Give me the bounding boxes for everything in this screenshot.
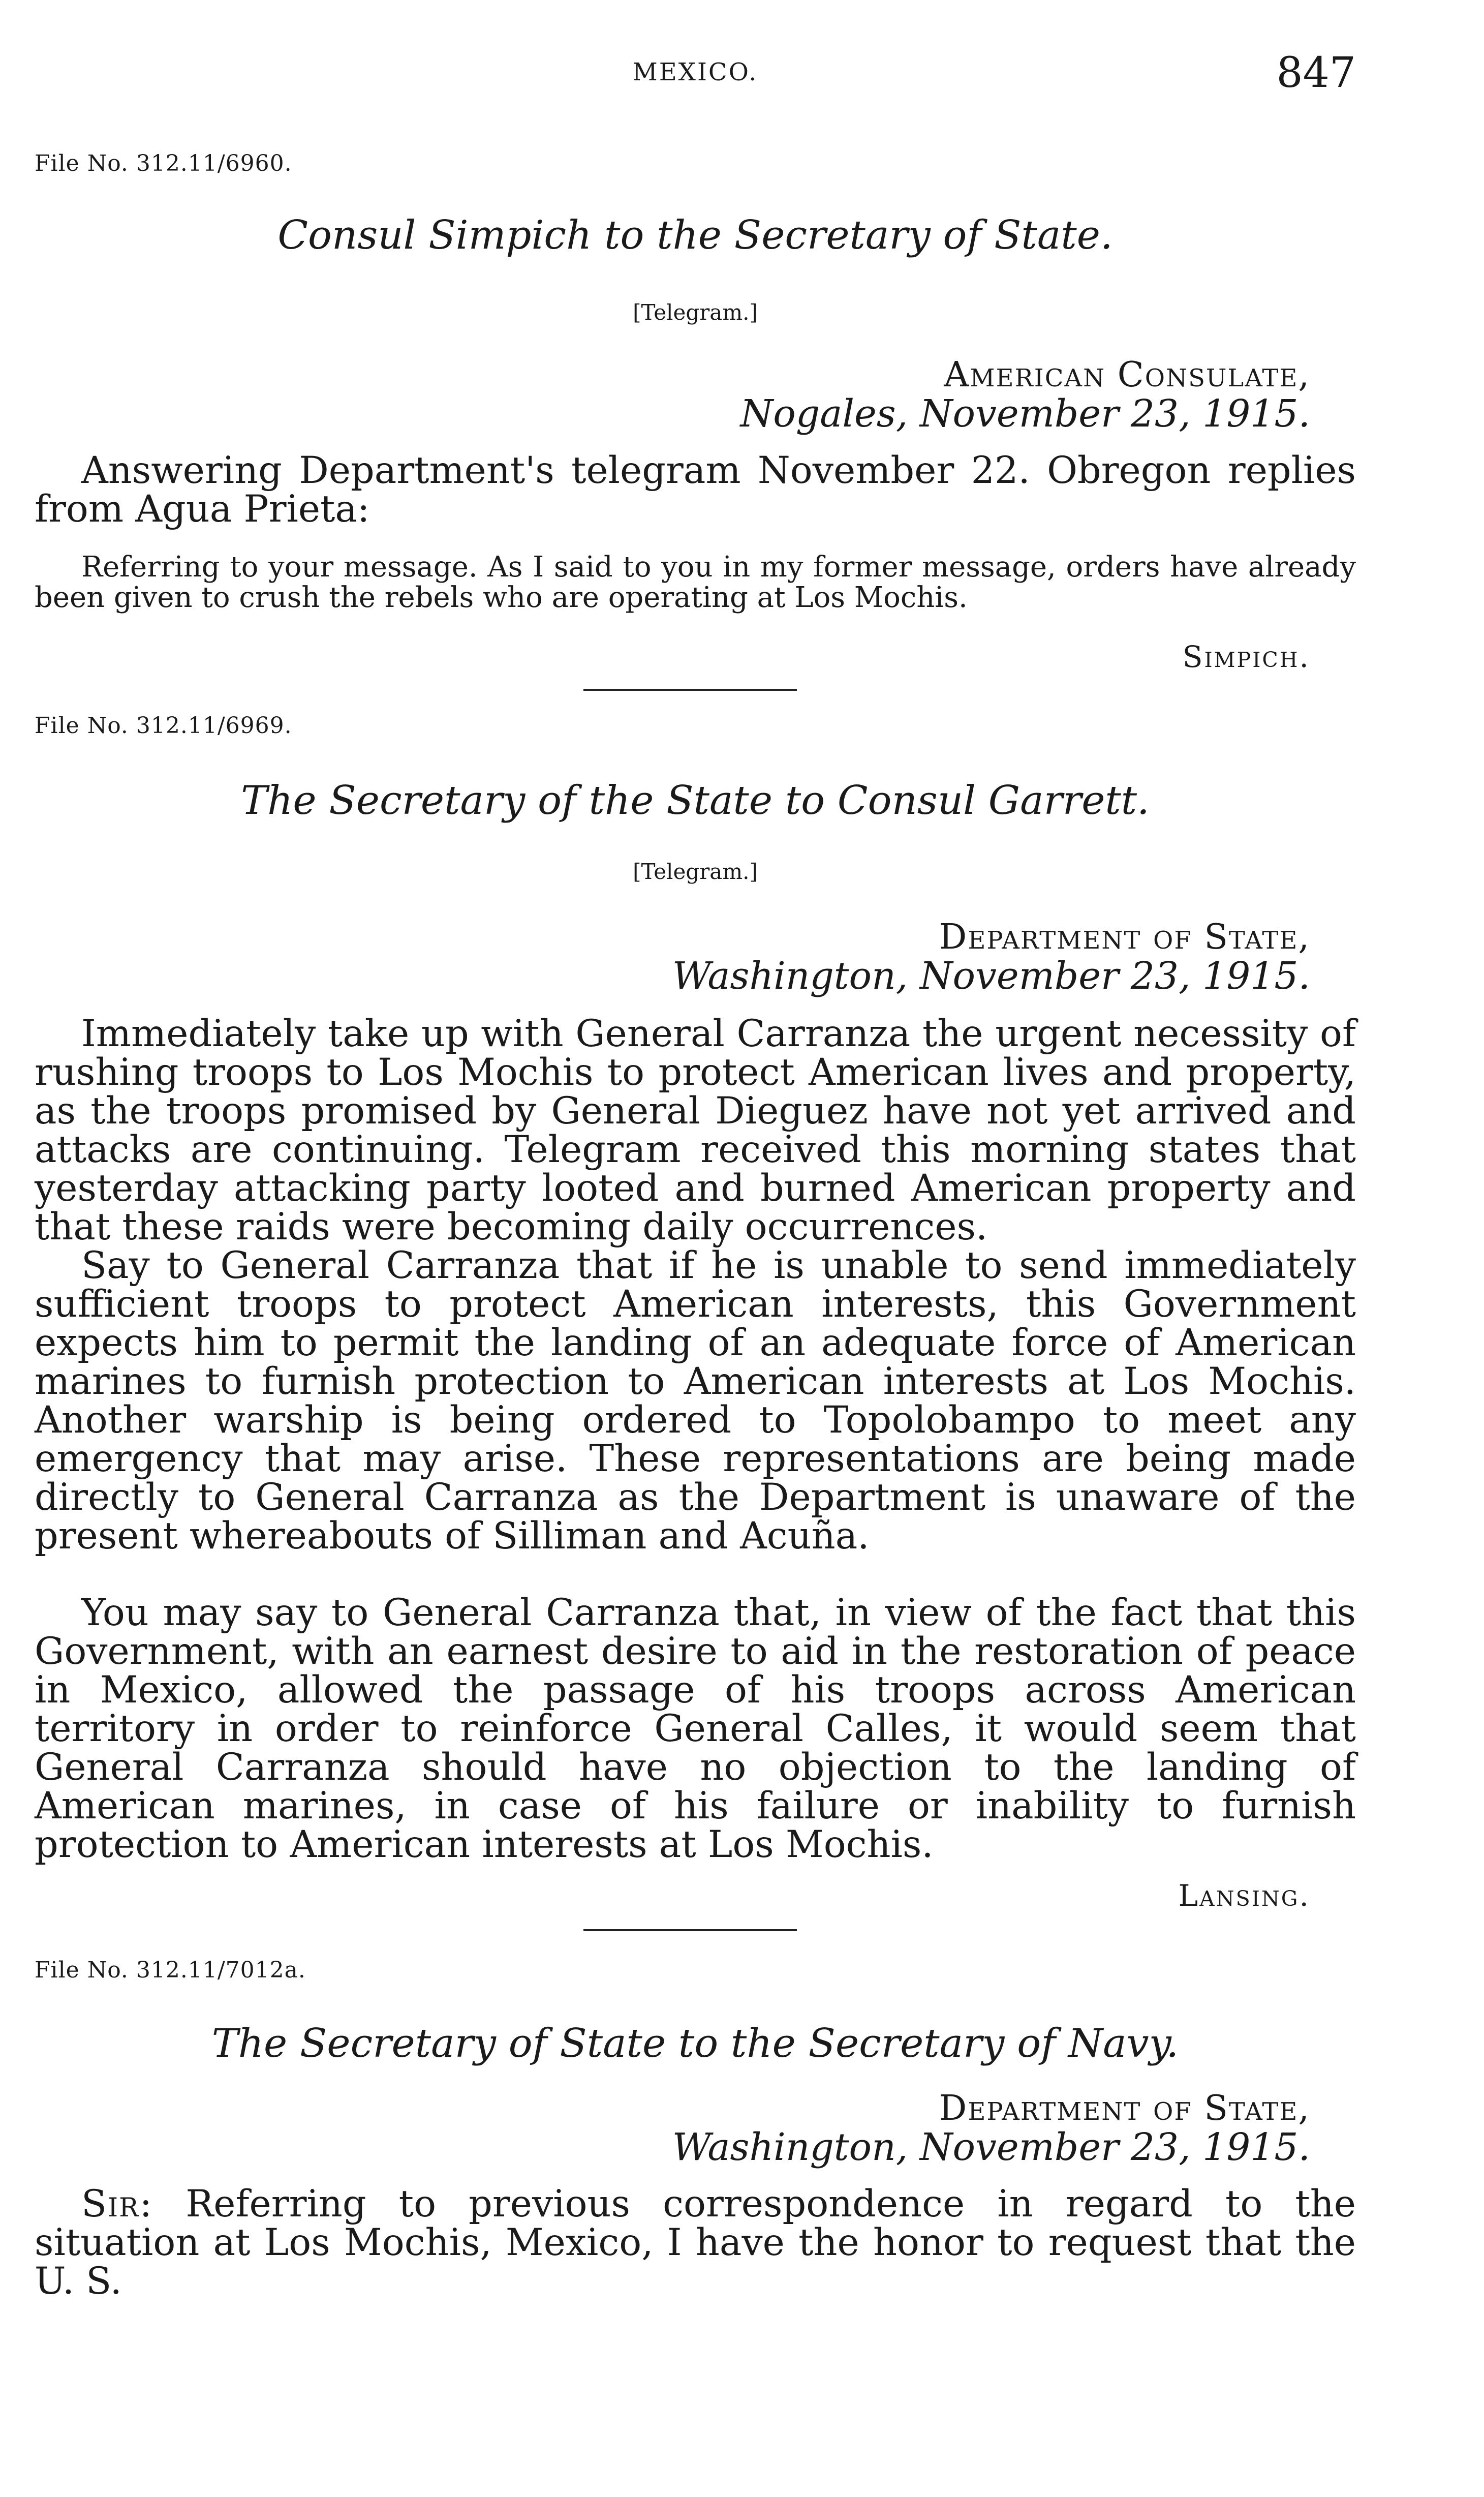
dateline-place-date: Nogales, November 23, 1915. xyxy=(740,392,1310,436)
body-paragraph: Answering Department's telegram November 22. Obregon replies from Agua Prieta: xyxy=(35,449,1356,531)
signature: Lansing. xyxy=(1178,1878,1310,1913)
page-number: 847 xyxy=(1276,49,1356,97)
section-divider xyxy=(583,689,797,691)
document-heading: The Secretary of State to the Secretary of Navy. xyxy=(211,2021,1179,2066)
dateline xyxy=(672,2089,1310,2167)
document-heading: The Secretary of the State to Consul Garrett. xyxy=(241,778,1150,824)
dateline-place-date: Washington, November 23, 1915. xyxy=(672,2125,1310,2169)
file-number: File No. 312.11/7012a. xyxy=(35,1957,306,1983)
document-page xyxy=(35,0,1356,2497)
telegram-label: [Telegram.] xyxy=(633,859,758,884)
dateline-place-date: Washington, November 23, 1915. xyxy=(672,954,1310,998)
running-title: MEXICO. xyxy=(632,58,758,86)
salutation: Sir: xyxy=(81,2182,153,2226)
telegram-label: [Telegram.] xyxy=(633,300,758,325)
quoted-reply: Referring to your message. As I said to you in my former message, orders have already been given to crush the rebels who are operating at Los Mochis. xyxy=(35,551,1356,614)
dateline xyxy=(672,917,1310,998)
file-number: File No. 312.11/6960. xyxy=(35,150,292,176)
dateline xyxy=(740,355,1310,436)
letter-text: Referring to previous correspondence in regard to the situation at Los Mochis, Mexico, I have the honor to request that the U. S. xyxy=(35,2182,1356,2303)
section-divider xyxy=(583,1929,797,1931)
dateline-office: Department of State, xyxy=(939,2088,1310,2128)
running-head xyxy=(35,49,1356,105)
file-number: File No. 312.11/6969. xyxy=(35,713,292,739)
dateline-office: Department of State, xyxy=(939,917,1310,957)
document-heading: Consul Simpich to the Secretary of State. xyxy=(277,212,1113,258)
body-paragraph: Immediately take up with General Carranza the urgent necessity of rushing troops to Los Mochis to protect American lives and property, as the troops promised by General Dieguez have not yet arrived and attacks are continuing. Telegram received this morning states that yesterday attacking party looted and burned American property and that these raids were becoming daily occurrences. xyxy=(35,1012,1356,1248)
signature: Simpich. xyxy=(1182,640,1310,674)
body-paragraph: Say to General Carranza that if he is unable to send immediately sufficient troops to protect American interests, this Government expects him to permit the landing of an adequate force of American marines to furnish protection to American interests at Los Mochis. Another warship is being ordered to Topolobampo to meet any emergency that may arise. These representations are being made directly to General Carranza as the Department is unaware of the present whereabouts of Silliman and Acuña. xyxy=(35,1244,1356,1558)
dateline-office: American Consulate, xyxy=(944,355,1310,395)
body-paragraph xyxy=(35,2182,1356,2303)
body-paragraph: You may say to General Carranza that, in view of the fact that this Government, with an earnest desire to aid in the restoration of peace in Mexico, allowed the passage of his troops across American territory in order to reinforce General Calles, it would seem that General Carranza should have no objection to the landing of American marines, in case of his failure or inability to furnish protection to American interests at Los Mochis. xyxy=(35,1591,1356,1866)
